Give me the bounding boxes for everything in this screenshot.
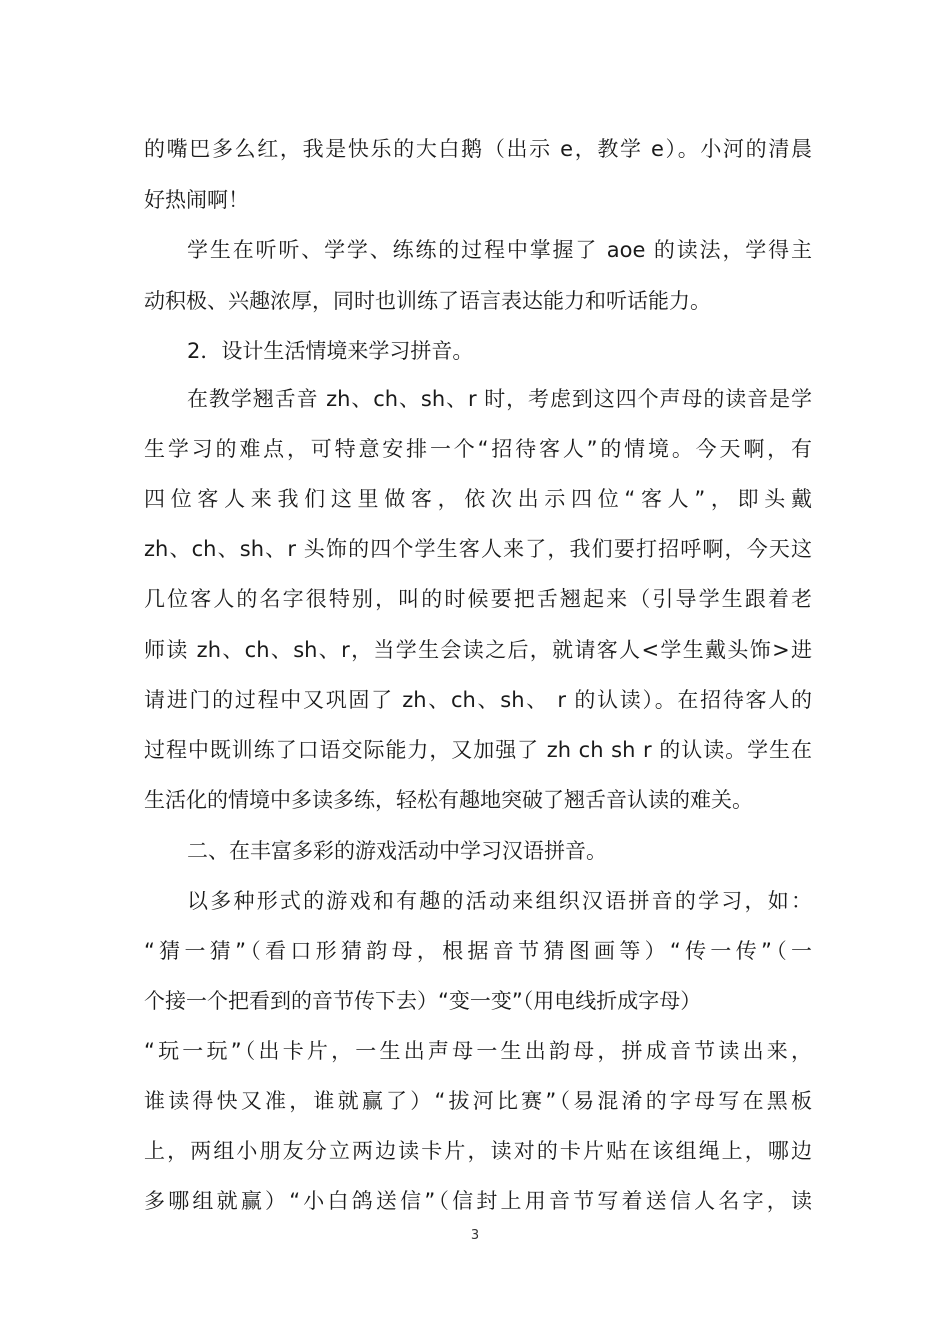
text-line: 几位客人的名字很特别，叫的时候要把舌翘起来（引导学生跟着老 xyxy=(144,587,812,611)
text-line: 生活化的情境中多读多练，轻松有趣地突破了翘舌音认读的难关。 xyxy=(144,788,753,812)
text-line: 多哪组就赢）“小白鸽送信”（信封上用音节写着送信人名字，读 xyxy=(144,1189,812,1213)
text-line: 以多种形式的游戏和有趣的活动来组织汉语拼音的学习，如： xyxy=(187,889,812,913)
text-line: 上，两组小朋友分立两边读卡片，读对的卡片贴在该组绳上，哪边 xyxy=(144,1139,812,1163)
text-line: 请进门的过程中又巩固了 zh、ch、sh、 r 的认读）。在招待客人的 xyxy=(144,688,812,712)
text-line: 过程中既训练了口语交际能力，又加强了 zh ch sh r 的认读。学生在 xyxy=(144,738,812,762)
text-line: 动积极、兴趣浓厚，同时也训练了语言表达能力和听话能力。 xyxy=(144,289,711,313)
text-line: 在教学翘舌音 zh、ch、sh、r 时，考虑到这四个声母的读音是学 xyxy=(187,387,812,411)
text-line: 个接一个把看到的音节传下去）“变一变”（用电线折成字母） xyxy=(144,989,702,1013)
text-line: 好热闹啊！ xyxy=(144,188,249,212)
text-line: 师读 zh、ch、sh、r，当学生会读之后，就请客人<学生戴头饰>进 xyxy=(144,638,812,662)
section-subheading: 2．设计生活情境来学习拼音。 xyxy=(187,339,474,363)
text-line: 的嘴巴多么红，我是快乐的大白鹅（出示 e，教学 e）。小河的清晨 xyxy=(144,137,812,161)
text-line: zh、ch、sh、r 头饰的四个学生客人来了，我们要打招呼啊，今天这 xyxy=(144,537,812,561)
text-line: 生学习的难点，可特意安排一个“招待客人”的情境。今天啊，有 xyxy=(144,437,812,461)
text-line: 谁读得快又准，谁就赢了）“拔河比赛”（易混淆的字母写在黑板 xyxy=(144,1089,812,1113)
text-line: “玩一玩”（出卡片，一生出声母一生出韵母，拼成音节读出来， xyxy=(144,1039,812,1063)
section-heading: 二、在丰富多彩的游戏活动中学习汉语拼音。 xyxy=(187,839,607,863)
text-line: 学生在听听、学学、练练的过程中掌握了 aoe 的读法，学得主 xyxy=(187,238,812,262)
text-line: 四位客人来我们这里做客，依次出示四位“客人”，即头戴 xyxy=(144,487,812,511)
text-line: “猜一猜”（看口形猜韵母，根据音节猜图画等）“传一传”（一 xyxy=(144,939,812,963)
page-number: 3 xyxy=(470,1228,480,1243)
